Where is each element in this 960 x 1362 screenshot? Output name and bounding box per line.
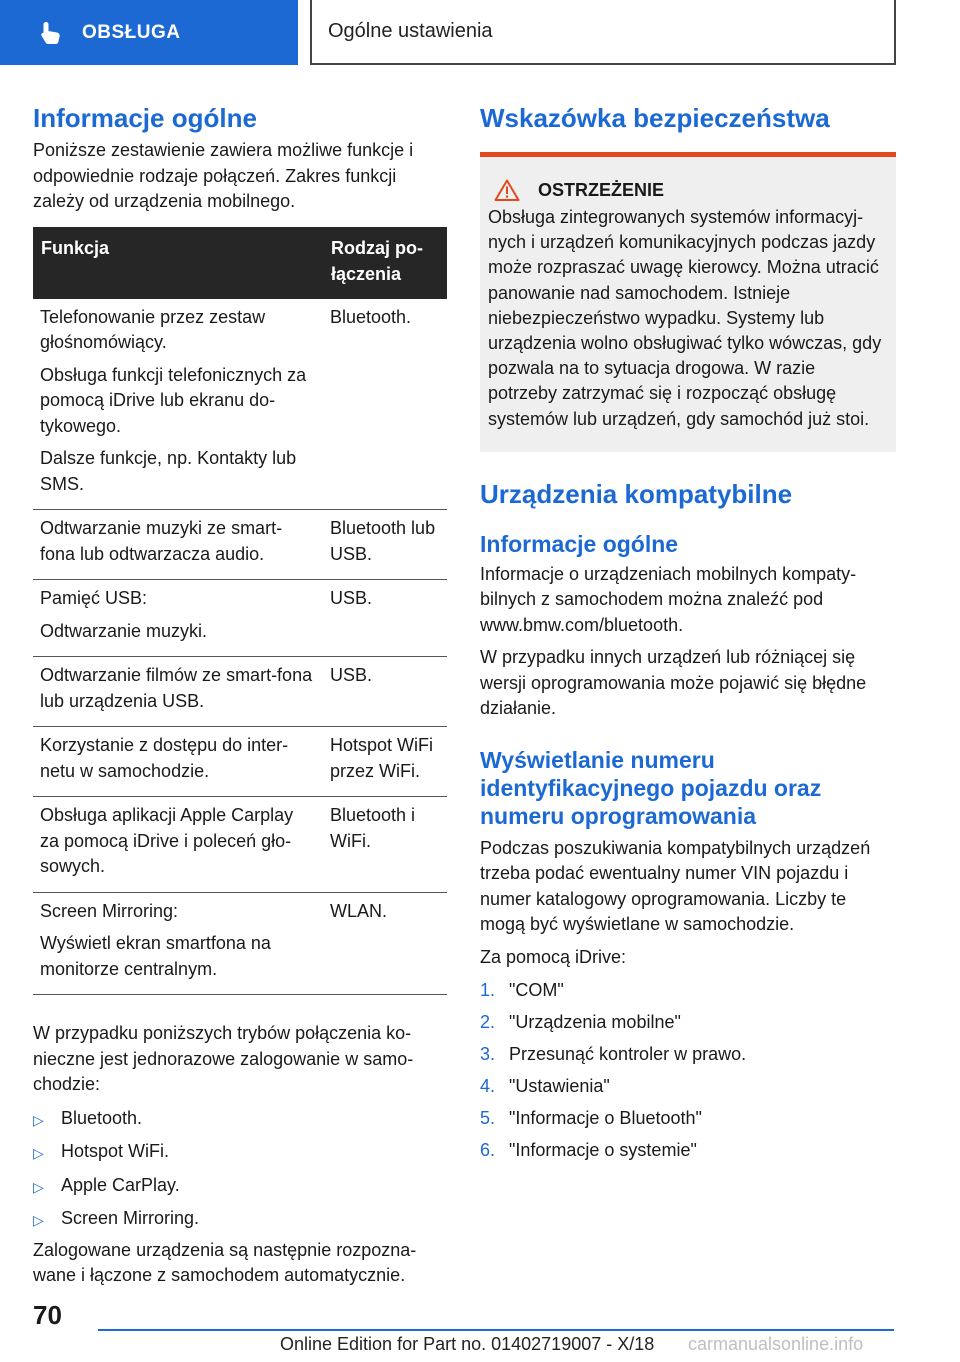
connection-cell: Bluetooth.	[323, 299, 447, 510]
safety-heading: Wskazówka bezpieczeństwa	[480, 103, 830, 133]
cell-text: Korzystanie z dostępu do inter-netu w samochodzie.	[40, 735, 289, 781]
vin-paragraph-2: Za pomocą iDrive:	[480, 946, 627, 967]
vin-paragraph-1: Podczas poszukiwania kompatybilnych urządzeń trzeba podać ewentualny numer VIN pojazdu i numer katalogowy oprogramowania. Liczby te mogą być wyświetlane w samochodzie.	[480, 837, 871, 935]
function-cell	[33, 510, 323, 580]
compatible-devices-heading: Urządzenia kompatybilne	[480, 478, 793, 509]
table-row	[33, 892, 447, 995]
connection-cell: Bluetooth i WiFi.	[323, 797, 447, 893]
step-text: Przesunąć kontroler w prawo.	[509, 1044, 747, 1065]
general-paragraph-2: W przypadku innych urządzeń lub różniącej się wersji oprogramowania może pojawić się błędne działanie.	[480, 647, 867, 719]
step-text: "Urządzenia mobilne"	[509, 1012, 681, 1033]
cell-text: Wyświetl ekran smartfona na monitorze centralnym.	[40, 933, 271, 979]
connection-mode-list	[33, 1106, 447, 1234]
function-cell	[33, 657, 323, 727]
connection-cell: WLAN.	[323, 892, 447, 995]
list-item-text: Screen Mirroring.	[61, 1208, 200, 1228]
cell-text: Telefonowanie przez zestaw głośnomówiący.	[40, 306, 266, 352]
connection-cell: USB.	[323, 657, 447, 727]
connection-cell: Hotspot WiFi przez WiFi.	[323, 727, 447, 797]
table-row	[33, 657, 447, 727]
right-column	[480, 100, 896, 1170]
function-cell	[33, 727, 323, 797]
vin-heading: Wyświetlanie numeru identyfikacyjnego pojazdu oraz numeru oprogramowania	[480, 746, 822, 829]
connection-cell: USB.	[323, 580, 447, 657]
cell-text: Odtwarzanie filmów ze smart-fona lub urządzenia USB.	[40, 665, 313, 711]
section-label: OBSŁUGA	[82, 21, 181, 43]
warning-text: Obsługa zintegrowanych systemów informacyj-nych i urządzeń komunikacyjnych podczas jazdy może rozpraszać uwagę kierowcy. Można utracić panowanie nad samochodem. Istnieje niebezpieczeństwo wypadku. Systemy lub urządzenia wolno obsługiwać tylko wówczas, gdy pozwala na to sytuacja drogowa. W razie potrzeby zatrzymać się i rozpocząć obsługę systemów lub urządzeń, gdy samochód już stoi.	[488, 207, 882, 429]
cell-text: Dalsze funkcje, np. Kontakty lub SMS.	[40, 448, 297, 494]
list-item	[33, 1139, 447, 1167]
hand-pointer-icon	[38, 20, 64, 46]
function-cell	[33, 797, 323, 893]
warning-title: OSTRZEŻENIE	[538, 179, 665, 200]
footer-divider	[98, 1329, 894, 1331]
function-cell	[33, 299, 323, 510]
general-info-subheading: Informacje ogólne	[480, 530, 679, 557]
general-paragraph-1: Informacje o urządzeniach mobilnych kompaty-bilnych z samochodem można znaleźć pod www.bmw.com/bluetooth.	[480, 563, 857, 635]
table-row	[33, 580, 447, 657]
list-item	[33, 1173, 447, 1201]
warning-box	[480, 152, 896, 452]
step-number: 1.	[480, 980, 496, 1001]
step-text: "Ustawienia"	[509, 1076, 610, 1097]
function-table	[33, 227, 447, 996]
step-number: 4.	[480, 1076, 496, 1097]
list-item	[33, 1106, 447, 1134]
cell-text: Obsługa aplikacji Apple Carplay za pomocą iDrive i poleceń gło-sowych.	[40, 805, 294, 876]
step-text: "COM"	[509, 980, 564, 1001]
step-item	[480, 1074, 896, 1100]
step-number: 2.	[480, 1012, 496, 1033]
step-item	[480, 1106, 896, 1132]
cell-text: Screen Mirroring:	[40, 900, 179, 921]
steps-list	[480, 978, 896, 1164]
list-item	[33, 1206, 447, 1234]
table-header-connection: Rodzaj po-łączenia	[323, 227, 447, 299]
step-number: 6.	[480, 1140, 496, 1161]
function-cell	[33, 580, 323, 657]
login-intro-paragraph: W przypadku poniższych trybów połączenia ko-nieczne jest jednorazowe zalogowanie w samo-chodzie:	[33, 1023, 414, 1094]
page-number: 70	[33, 1300, 62, 1330]
triangle-bullet-icon: ▷	[33, 1145, 44, 1161]
section-tab[interactable]	[0, 0, 298, 65]
cell-text: Odtwarzanie muzyki ze smart-fona lub odtwarzacza audio.	[40, 518, 283, 564]
step-item	[480, 1138, 896, 1164]
cell-text: Obsługa funkcji telefonicznych za pomocą iDrive lub ekranu do-tykowego.	[40, 364, 307, 436]
table-row	[33, 727, 447, 797]
step-item	[480, 978, 896, 1004]
chapter-header	[310, 0, 896, 65]
left-column	[33, 100, 447, 1289]
general-info-heading: Informacje ogólne	[33, 103, 257, 133]
table-row	[33, 299, 447, 510]
list-item-text: Apple CarPlay.	[61, 1174, 180, 1195]
list-item-text: Bluetooth.	[61, 1107, 143, 1128]
intro-paragraph: Poniższe zestawienie zawiera możliwe funkcje i odpowiednie rodzaje połączeń. Zakres funkcji zależy od urządzenia mobilnego.	[33, 140, 414, 211]
table-header-row	[33, 227, 447, 299]
cell-text: Odtwarzanie muzyki.	[40, 620, 208, 641]
connection-cell: Bluetooth lub USB.	[323, 510, 447, 580]
table-header-function: Funkcja	[33, 227, 323, 299]
edition-text: Online Edition for Part no. 01402719007 - X/18	[280, 1334, 655, 1354]
table-row	[33, 797, 447, 893]
triangle-bullet-icon: ▷	[33, 1111, 44, 1128]
watermark-text: carmanualsonline.info	[688, 1334, 864, 1354]
step-item	[480, 1042, 896, 1068]
chapter-title: Ogólne ustawienia	[328, 20, 493, 42]
table-row	[33, 510, 447, 580]
triangle-bullet-icon: ▷	[33, 1178, 44, 1195]
step-number: 5.	[480, 1108, 496, 1129]
list-item-text: Hotspot WiFi.	[61, 1141, 170, 1161]
cell-text: Pamięć USB:	[40, 588, 148, 608]
triangle-bullet-icon: ▷	[33, 1212, 44, 1228]
step-item	[480, 1010, 896, 1036]
function-cell	[33, 892, 323, 995]
outro-paragraph: Zalogowane urządzenia są następnie rozpozna-wane i łączone z samochodem automatycznie.	[33, 1239, 417, 1285]
step-text: "Informacje o Bluetooth"	[509, 1108, 702, 1129]
step-text: "Informacje o systemie"	[509, 1140, 697, 1161]
warning-triangle-icon	[494, 179, 520, 201]
warning-title-row	[488, 179, 888, 201]
step-number: 3.	[480, 1044, 496, 1065]
